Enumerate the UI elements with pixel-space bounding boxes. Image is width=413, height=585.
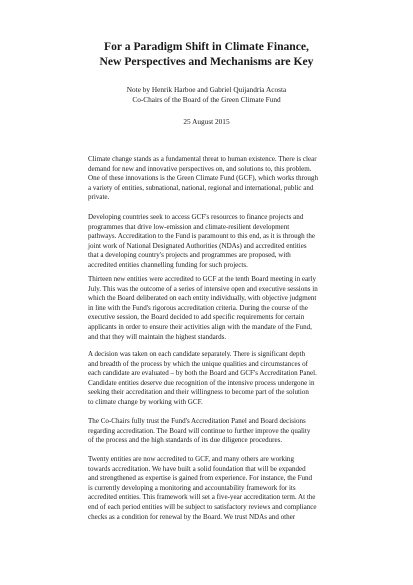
paragraph-line: One of these innovations is the Green Climate Fund (GCF), which works through xyxy=(88,174,318,183)
author-line: Note by Henrik Harboe and Gabriel Quijandría Acosta xyxy=(126,85,287,94)
paragraph-line: Candidate entities deserve due recognition of the intensive process undergone in xyxy=(88,378,315,387)
paragraph-line: each candidate are evaluated – by both the Board and GCF's Accreditation Panel. xyxy=(88,369,317,378)
paragraph-line: towards accreditation. We have built a solid foundation that will be expanded xyxy=(88,464,306,473)
paragraph-line: accredited entities channelling funding for such projects. xyxy=(88,260,248,269)
paragraph-line: The Co-Chairs fully trust the Fund's Accreditation Panel and Board decisions xyxy=(88,417,306,425)
paragraph-line: which the Board deliberated on each entity individually, with objective judgment xyxy=(88,294,317,303)
paragraph-line: July. This was the outcome of a series of intensive open and executive sessions in xyxy=(88,284,318,293)
paragraph-line: programmes that drive low-emission and climate-resilient development xyxy=(88,222,290,231)
paragraph-line: regarding accreditation. The Board will continue to further improve the quality xyxy=(88,426,311,435)
body-paragraph xyxy=(88,213,360,271)
paragraph-line: private. xyxy=(88,193,110,202)
paragraph-line: Climate change stands as a fundamental threat to human existence. There is clear xyxy=(88,155,317,163)
body-paragraph xyxy=(88,350,360,408)
paragraph-line: pathways. Accreditation to the Fund is paramount to this end, as it is through the xyxy=(88,232,316,241)
body-paragraph xyxy=(88,155,360,203)
paragraph-line: and that they will maintain the highest standards. xyxy=(88,332,227,341)
paragraph-line: demand for new and innovative perspectives on, and solutions to, this problem. xyxy=(88,164,312,173)
title-line: New Perspectives and Mechanisms are Key xyxy=(99,54,314,68)
paragraph-line: Developing countries seek to access GCF's resources to finance projects and xyxy=(88,213,304,221)
paragraph-line: of the process and the high standards of its due diligence procedures. xyxy=(88,436,283,445)
paragraph-line: Twenty entities are now accredited to GCF, and many others are working xyxy=(88,455,294,463)
body-paragraph xyxy=(88,455,360,522)
title-line: For a Paradigm Shift in Climate Finance, xyxy=(104,40,309,53)
paragraph-line: applicants in order to ensure their activities align with the mandate of the Fund, xyxy=(88,322,312,331)
paragraph-line: and breadth of the process by which the unique qualities and circumstances of xyxy=(88,359,308,368)
paragraph-line: joint work of National Designated Authorities (NDAs) and accredited entities xyxy=(88,241,307,250)
paragraph-line: end of each period entities will be subject to satisfactory reviews and compliance xyxy=(88,502,317,511)
paragraph-line: a variety of entities, subnational, national, regional and international, public and xyxy=(88,183,314,192)
paragraph-line: is currently developing a monitoring and accountability framework for its xyxy=(88,483,296,492)
paragraph-line: A decision was taken on each candidate separately. There is significant depth xyxy=(88,350,306,358)
paragraph-line: seeking their accreditation and their willingness to become part of the solution xyxy=(88,388,309,397)
paragraph-line: checks as a condition for renewal by the Board. We trust NDAs and other xyxy=(88,512,296,521)
paragraph-line: that a developing country's projects and programmes are proposed, with xyxy=(88,251,291,260)
paragraph-line: to climate change by working with GCF. xyxy=(88,397,203,406)
paragraph-line: executive session, the Board decided to add specific requirements for certain xyxy=(88,313,305,322)
author-note xyxy=(40,85,373,105)
document-date: 25 August 2015 xyxy=(183,117,230,126)
paragraph-line: and strengthened as expertise is gained from experience. For instance, the Fund xyxy=(88,474,313,483)
body-paragraph xyxy=(88,417,360,446)
paragraph-line: Thirteen new entities were accredited to GCF at the tenth Board meeting in early xyxy=(88,275,316,283)
paragraph-line: accredited entities. This framework will set a five-year accreditation term. At the xyxy=(88,493,316,502)
document-title xyxy=(40,40,373,69)
paragraph-line: in line with the Fund's rigorous accreditation criteria. During the course of the xyxy=(88,303,308,312)
author-role-line: Co-Chairs of the Board of the Green Climate Fund xyxy=(132,95,281,104)
body-paragraph xyxy=(88,275,360,342)
